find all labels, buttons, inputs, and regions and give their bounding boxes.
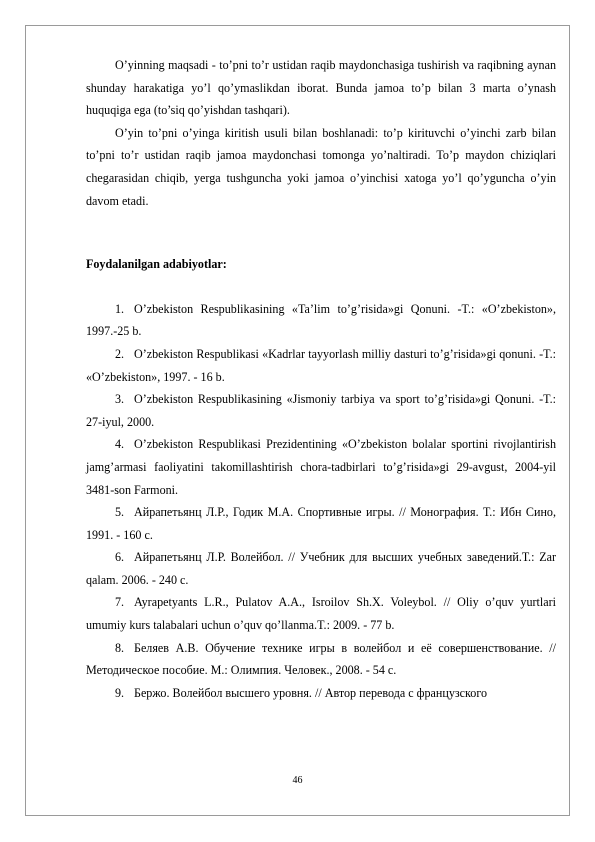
reference-text: O’zbekiston Respublikasi Prezidentining «O’zbekiston bolalar sportini rivojlantirish jamg’armasi faoliyatini takomillashtirish chora-tadbirlari to’g’risida»gi 29-avgust, 2004-yil 3481-son Farmoni.: [86, 437, 556, 497]
body-paragraph-1: O’yinning maqsadi - to’pni to’r ustidan raqib maydonchasiga tushirish va raqibning aynan shunday harakatiga yo’l qo’ymaslikdan iborat. Bunda jamoa to’p bilan 3 marta o’ynash huquqiga ega (to’siq qo’yishdan tashqari).: [86, 58, 556, 118]
reference-number: 1.: [115, 301, 125, 316]
page-number: 46: [292, 775, 303, 786]
reference-number: 4.: [115, 437, 125, 452]
references-heading: Foydalanilgan adabiyotlar:: [86, 257, 227, 272]
reference-item: [86, 501, 556, 546]
reference-item: [86, 682, 556, 705]
reference-number: 5.: [115, 505, 125, 520]
reference-item: [86, 388, 556, 433]
reference-number: 9.: [115, 685, 125, 700]
reference-item: [86, 298, 556, 343]
reference-text: Айрапетьянц Л.Р., Годик М.А. Спортивные игры. // Монография. Т.: Ибн Сино, 1991. - 160 с.: [86, 505, 556, 542]
reference-item: [86, 637, 556, 682]
reference-number: 2.: [115, 346, 125, 361]
references-list: [86, 298, 556, 705]
reference-number: 6.: [115, 550, 125, 565]
reference-text: Беляев А.В. Обучение технике игры в волейбол и её совершенствование. //Методическое пособие. М.: Олимпия. Человек., 2008. - 54 с.: [86, 640, 556, 678]
reference-item: [86, 343, 556, 388]
reference-number: 3.: [115, 392, 125, 407]
reference-text: O’zbekiston Respublikasining «Ta’lim to’g’risida»gi Qonuni. -T.: «O’zbekiston», 1997.-25 b.: [86, 301, 556, 339]
reference-item: [86, 546, 556, 591]
reference-item: [86, 591, 556, 636]
page-content: [86, 54, 556, 704]
reference-item: [86, 433, 556, 501]
reference-text: Айрапетьянц Л.Р. Волейбол. // Учебник для высших учебных заведений.Т.: Zar qalam. 2006. - 240 с.: [86, 550, 556, 587]
reference-number: 8.: [115, 640, 125, 655]
body-paragraph-2: O’yin to’pni o’yinga kiritish usuli bilan boshlanadi: to’p kirituvchi o’yinchi zarb bilan to’pni to’r ustidan raqib jamoa maydonchasi tomonga yo’naltiradi. To’p maydon chiziqlari chegarasidan chiqib, yerga tushguncha yoki jamoa o’yinchisi xatoga yo’l qo’yguncha o’yin davom etadi.: [86, 125, 556, 208]
reference-text: Ayrapetyants L.R., Pulatov A.A., Isroilov Sh.X. Voleybol. // Oliy o’quv yurtlari umumiy kurs talabalari uchun o’quv qo’llanma.T.: 2009. - 77 b.: [86, 595, 556, 633]
reference-text: O’zbekiston Respublikasi «Kadrlar tayyorlash milliy dasturi to’g’risida»gi qonuni. -T.: «O’zbekiston», 1997. - 16 b.: [86, 346, 556, 384]
reference-text: O’zbekiston Respublikasining «Jismoniy tarbiya va sport to’g’risida»gi Qonuni. -T.: 27-iyul, 2000.: [86, 392, 556, 429]
reference-number: 7.: [115, 595, 125, 610]
reference-text: Бержо. Волейбол высшего уровня. // Автор перевода с французского: [134, 685, 488, 700]
